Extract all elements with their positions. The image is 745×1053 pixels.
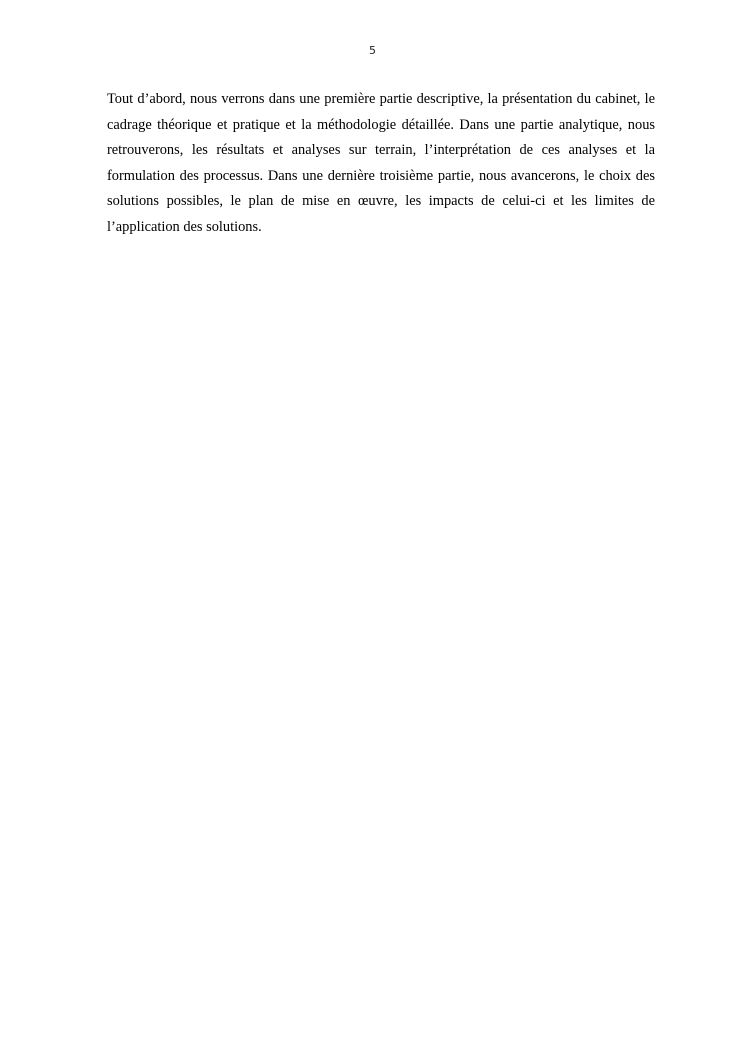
body-paragraph: Tout d’abord, nous verrons dans une première partie descriptive, la présentation du cabinet, le cadrage théorique et pratique et la méthodologie détaillée. Dans une partie analytique, nous retrouverons, les résultats et analyses sur terrain, l’interprétation de ces analyses et la formulation des processus. Dans une dernière troisième partie, nous avancerons, le choix des solutions possibles, le plan de mise en œuvre, les impacts de celui-ci et les limites de l’application des solutions. xyxy=(107,91,655,235)
page-number: 5 xyxy=(369,44,376,57)
